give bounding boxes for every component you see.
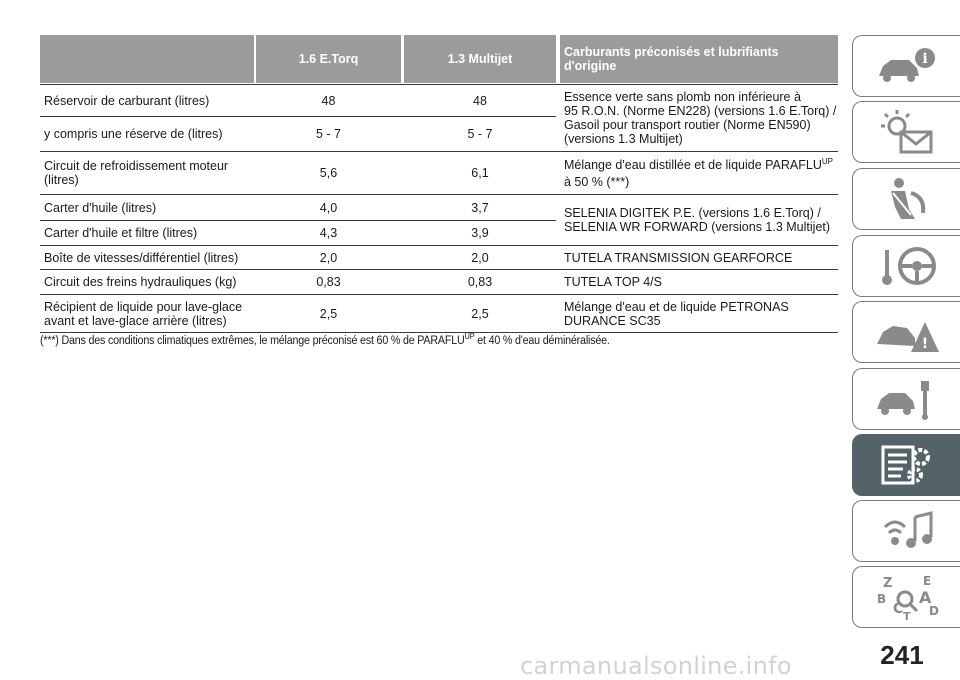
header-col-1-3-multijet: 1.3 Multijet — [404, 35, 556, 83]
row-label-line: avant et lave-glace arrière (litres) — [44, 313, 227, 328]
table-cell-value: 5 - 7 — [467, 127, 493, 141]
table-row-label: Circuit des freins hydrauliques (kg) — [44, 275, 237, 289]
washer-spec-line: DURANCE SC35 — [564, 313, 661, 328]
table-row-label: y compris une réserve de (litres) — [44, 127, 223, 141]
header-col-products — [560, 35, 838, 83]
tab-safety[interactable] — [852, 168, 960, 230]
table-cell-value: 3,7 — [471, 200, 489, 215]
technical-specs-icon — [871, 441, 943, 489]
superscript-up: UP — [821, 156, 833, 166]
car-info-icon — [871, 42, 943, 90]
table-cell-value: 2,0 — [471, 250, 489, 265]
tab-maintenance[interactable] — [852, 368, 960, 430]
tab-dashboard-lights[interactable] — [852, 101, 960, 163]
row-divider — [40, 332, 838, 333]
seatbelt-airbag-icon — [871, 175, 943, 223]
table-cell-value: 48 — [321, 94, 336, 108]
svg-text:i: i — [921, 51, 928, 67]
table-cell-value: 48 — [473, 94, 487, 108]
footnote: (***) Dans des conditions climatiques extrêmes, le mélange préconisé est 60 % de $PARAFLU^{UP}$ et 40 % d'eau déminéralisée. — [40, 332, 610, 347]
table-cell-value: 0,83 — [467, 275, 493, 289]
fuel-spec-line: 95 R.O.N. (Norme EN228) (versions 1.6 E.Torq) / — [564, 104, 837, 118]
row-label-line: Récipient de liquide pour lave-glace — [44, 299, 243, 314]
row-label-line: Circuit de refroidissement moteur — [44, 159, 229, 173]
table-cell-value: 2,5 — [471, 306, 489, 321]
superscript-up: UP — [464, 332, 475, 342]
tab-technical-specs[interactable] — [852, 434, 960, 496]
oil-spec-line: SELENIA WR FORWARD (versions 1.3 Multijet) — [564, 220, 831, 234]
multimedia-icon — [871, 507, 943, 555]
header-blank-cell — [40, 35, 254, 83]
header-products-line2: d'origine — [564, 59, 617, 73]
index-letter: C — [892, 601, 903, 617]
index-letter: B — [876, 592, 886, 606]
gearbox-spec-text: TUTELA TRANSMISSION GEARFORCE — [564, 250, 793, 265]
index-letters-icon — [871, 573, 943, 621]
engine-oil-spec-text — [564, 195, 830, 245]
table-row-label — [44, 152, 228, 194]
oil-spec-line: SELENIA DIGITEK P.E. (versions 1.6 E.Torq) / — [564, 206, 821, 220]
coolant-spec-line: Mélange d'eau distillée et de liquide $PARAFLU^{UP}$ — [564, 156, 833, 172]
key-steering-wheel-icon — [871, 242, 943, 290]
header-col-1-6-etorq: 1.6 E.Torq — [256, 35, 401, 83]
table-cell-value: 5,6 — [319, 166, 338, 180]
emergency-warning-icon — [871, 308, 943, 356]
dashboard-lights-icon — [871, 108, 943, 156]
tab-starting-driving[interactable] — [852, 235, 960, 297]
fuel-spec-line: Essence verte sans plomb non inférieure à — [564, 90, 801, 104]
table-row-label: Carter d'huile (litres) — [44, 200, 157, 215]
table-cell-value: 2,5 — [319, 306, 338, 321]
fuel-spec-line: Gasoil pour transport routier (Norme EN590) — [564, 118, 811, 132]
brake-fluid-spec-text: TUTELA TOP 4/S — [564, 275, 662, 289]
svg-text:!: ! — [921, 336, 928, 352]
coolant-spec-text — [564, 152, 833, 194]
tab-emergency[interactable] — [852, 301, 960, 363]
fuel-spec-line: (versions 1.3 Multijet) — [564, 132, 683, 146]
table-cell-value: 3,9 — [471, 226, 489, 240]
tab-car-info[interactable] — [852, 35, 960, 97]
table-cell-value: 4,3 — [319, 226, 338, 240]
table-cell-value: 4,0 — [319, 200, 338, 215]
row-divider — [40, 84, 838, 85]
table-row-label: Boîte de vitesses/différentiel (litres) — [44, 250, 239, 265]
table-cell-value: 2,0 — [319, 250, 338, 265]
table-cell-value: 5 - 7 — [315, 127, 341, 141]
washer-fluid-spec-text — [564, 295, 789, 332]
row-label-line: (litres) — [44, 173, 79, 187]
page-number: 241 — [880, 640, 924, 670]
watermark: carmanualsonline.info — [520, 652, 792, 680]
tab-multimedia[interactable] — [852, 500, 960, 562]
index-letter: Z — [882, 576, 892, 591]
table-row-label — [44, 295, 242, 332]
header-products-line1: Carburants préconisés et lubrifiants — [564, 45, 779, 59]
fuel-spec-text — [564, 86, 836, 150]
tab-index[interactable] — [852, 566, 960, 628]
index-letter: E — [922, 574, 931, 588]
car-maintenance-icon — [871, 375, 943, 423]
index-letter: A — [918, 588, 931, 607]
table-cell-value: 0,83 — [316, 275, 341, 289]
index-letter: T — [902, 610, 911, 621]
index-letter: D — [928, 604, 939, 618]
washer-spec-line: Mélange d'eau et de liquide PETRONAS — [564, 299, 789, 314]
table-cell-value: 6,1 — [471, 166, 489, 180]
table-row-label: Réservoir de carburant (litres) — [44, 94, 210, 108]
table-row-label: Carter d'huile et filtre (litres) — [44, 226, 198, 240]
coolant-spec-line: à 50 % (***) — [564, 174, 630, 189]
